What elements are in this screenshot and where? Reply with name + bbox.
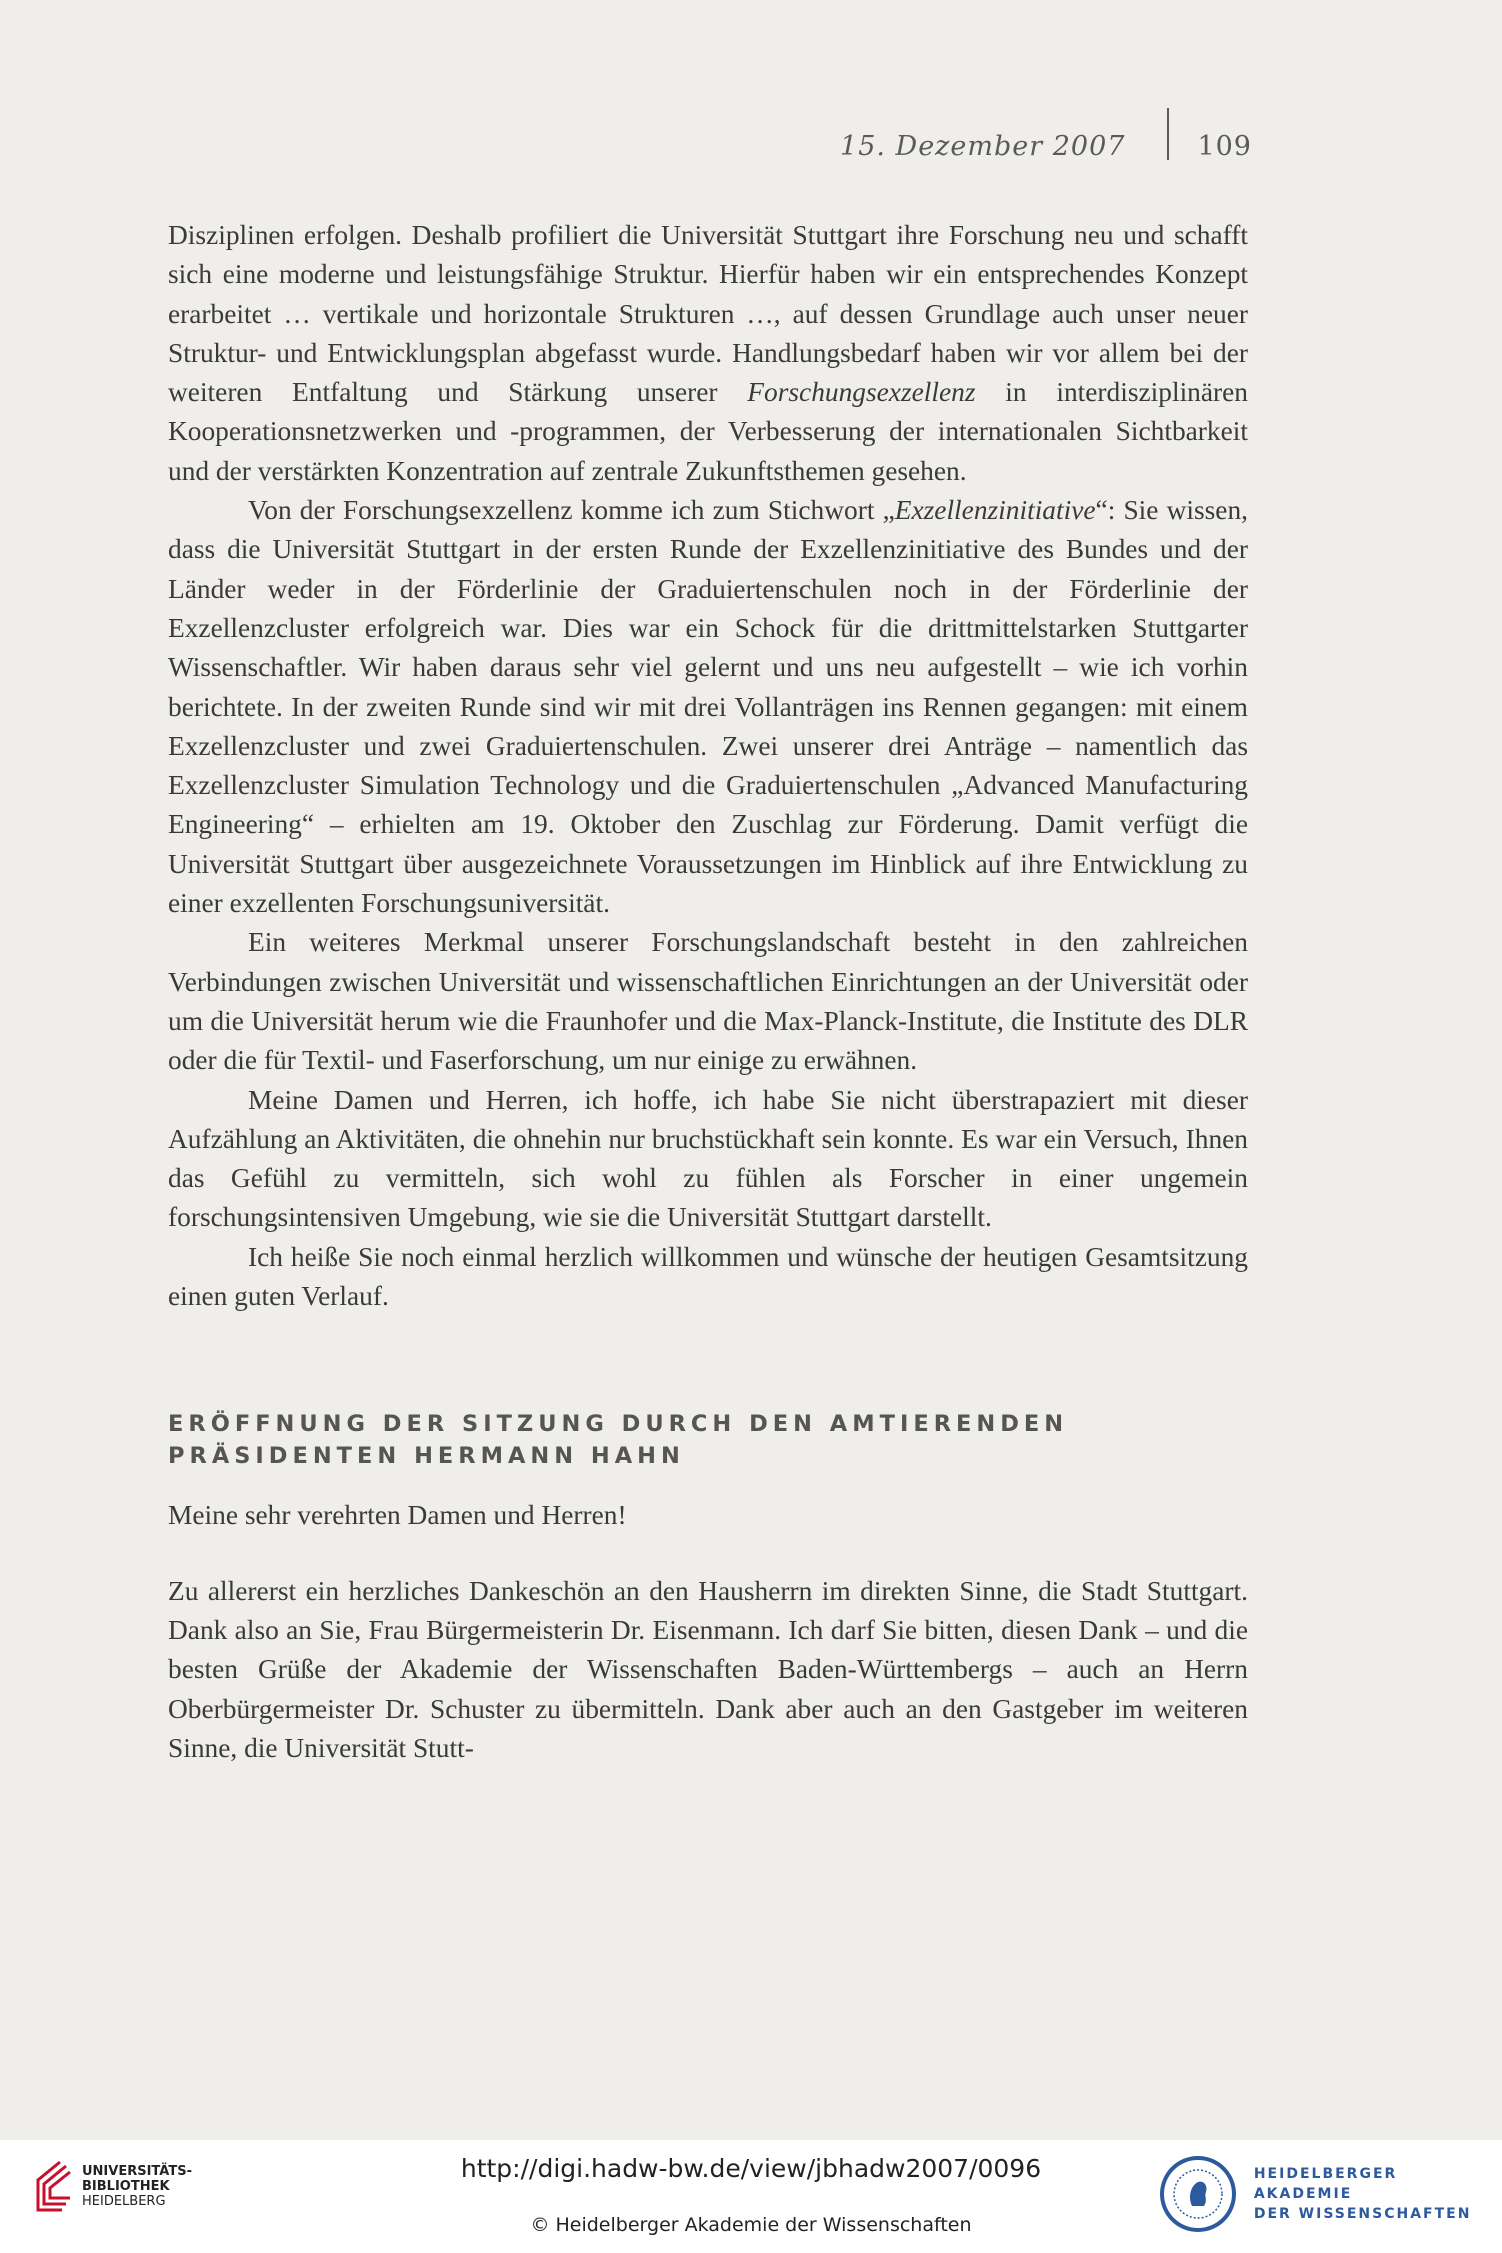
running-head xyxy=(840,120,1252,172)
academy-seal-icon xyxy=(1160,2156,1236,2232)
section-heading xyxy=(168,1408,1248,1472)
page-number: 109 xyxy=(1197,130,1252,162)
permalink[interactable]: http://digi.hadw-bw.de/view/jbhadw2007/0096 xyxy=(460,2154,1042,2183)
library-name-line: BIBLIOTHEK xyxy=(82,2179,170,2194)
section-heading-line: ERÖFFNUNG DER SITZUNG DURCH DEN AMTIERENDEN xyxy=(168,1411,1069,1438)
library-name-line: HEIDELBERG xyxy=(82,2194,166,2209)
paragraph: Meine Damen und Herren, ich hoffe, ich habe Sie nicht überstrapaziert mit dieser Aufzählung an Aktivitäten, die ohnehin nur bruchstückhaft sein konnte. Es war ein Versuch, Ihnen das Gefühl zu vermitteln, sich wohl zu fühlen als Forscher in einer ungemein forschungsintensiven Umgebung, wie sie die Universität Stuttgart darstellt. xyxy=(168,1084,1248,1233)
library-name-line: UNIVERSITÄTS- xyxy=(82,2164,192,2179)
salutation: Meine sehr verehrten Damen und Herren! xyxy=(168,1500,627,1531)
emphasis: Forschungsexzellenz xyxy=(747,377,976,408)
body-text xyxy=(168,216,1248,1768)
academy-name-line: DER WISSENSCHAFTEN xyxy=(1253,2206,1472,2222)
paragraph: Ein weiteres Merkmal unserer Forschungslandschaft besteht in den zahlreichen Verbindungen zwischen Universität und wissenschaftlichen Einrichtungen an der Universität oder um die Universität herum wie die Fraunhofer und die Max-Planck-Institute, die Institute des DLR oder die für Textil- und Faserforschung, um nur einige zu erwähnen. xyxy=(168,927,1248,1076)
header-divider xyxy=(1167,108,1169,160)
paragraph: Disziplinen erfolgen. Deshalb profiliert die Universität Stuttgart ihre Forschung neu und schafft sich eine moderne und leistungsfähige Struktur. Hierfür haben wir ein entsprechendes Konzept erarbeitet … vertikale und horizontale Strukturen …, auf dessen Grundlage auch unser neuer Struktur- und Entwicklungsplan abgefasst wurde. Handlungsbedarf haben wir vor allem bei der weiteren Entfaltung und Stärkung unserer Forschungsexzellenz in interdisziplinären Kooperationsnetzwerken und -programmen, der Verbesserung der internationalen Sichtbarkeit und der verstärkten Konzentration auf zentrale Zukunftsthemen gesehen. xyxy=(168,220,1249,486)
academy-name-line: HEIDELBERGER AKADEMIE xyxy=(1253,2166,1398,2202)
paragraph: Zu allererst ein herzliches Dankeschön an den Hausherrn im direkten Sinne, die Stadt Stuttgart. Dank also an Sie, Frau Bürgermeisterin Dr. Eisenmann. Ich darf Sie bitten, diesen Dank – und die besten Grüße der Akademie der Wissenschaften Baden-Württembergs – auch an Herrn Oberbürgermeister Dr. Schuster zu übermitteln. Dank aber auch an den Gastgeber im weiteren Sinne, die Universität Stutt- xyxy=(168,1575,1248,1763)
emphasis: Exzellenzinitiative xyxy=(894,495,1096,526)
copyright-notice: © Heidelberger Akademie der Wissenschaften xyxy=(530,2214,972,2236)
academy-logo[interactable] xyxy=(1160,2156,1502,2232)
section-heading-line: PRÄSIDENTEN HERMANN HAHN xyxy=(168,1443,685,1470)
header-date: 15. Dezember 2007 xyxy=(840,130,1126,162)
paragraph: Von der Forschungsexzellenz komme ich zum Stichwort „Exzellenzinitiative“: Sie wissen, dass die Universität Stuttgart in der ersten Runde der Exzellenzinitiative des Bundes und der Länder weder in der Förderlinie der Graduiertenschulen noch in der Förderlinie der Exzellenzcluster erfolgreich war. Dies war ein Schock für die drittmittelstarken Stuttgarter Wissenschaftler. Wir haben daraus sehr viel gelernt und uns neu aufgestellt – wie ich vorhin berichtete. In der zweiten Runde sind wir mit drei Vollanträgen ins Rennen gegangen: mit einem Exzellenzcluster und zwei Graduiertenschulen. Zwei unserer drei Anträge – namentlich das Exzellenzcluster Simulation Technology und die Graduiertenschulen „Advanced Manufacturing Engineering“ – erhielten am 19. Oktober den Zuschlag zur Förderung. Damit verfügt die Universität Stuttgart über ausgezeichnete Voraussetzungen im Hinblick auf ihre Entwicklung zu einer exzellenten Forschungsuniversität. xyxy=(168,495,1248,919)
paragraph: Ich heiße Sie noch einmal herzlich willkommen und wünsche der heutigen Gesamtsitzung einen guten Verlauf. xyxy=(168,1241,1248,1312)
digitization-footer xyxy=(0,2140,1502,2253)
